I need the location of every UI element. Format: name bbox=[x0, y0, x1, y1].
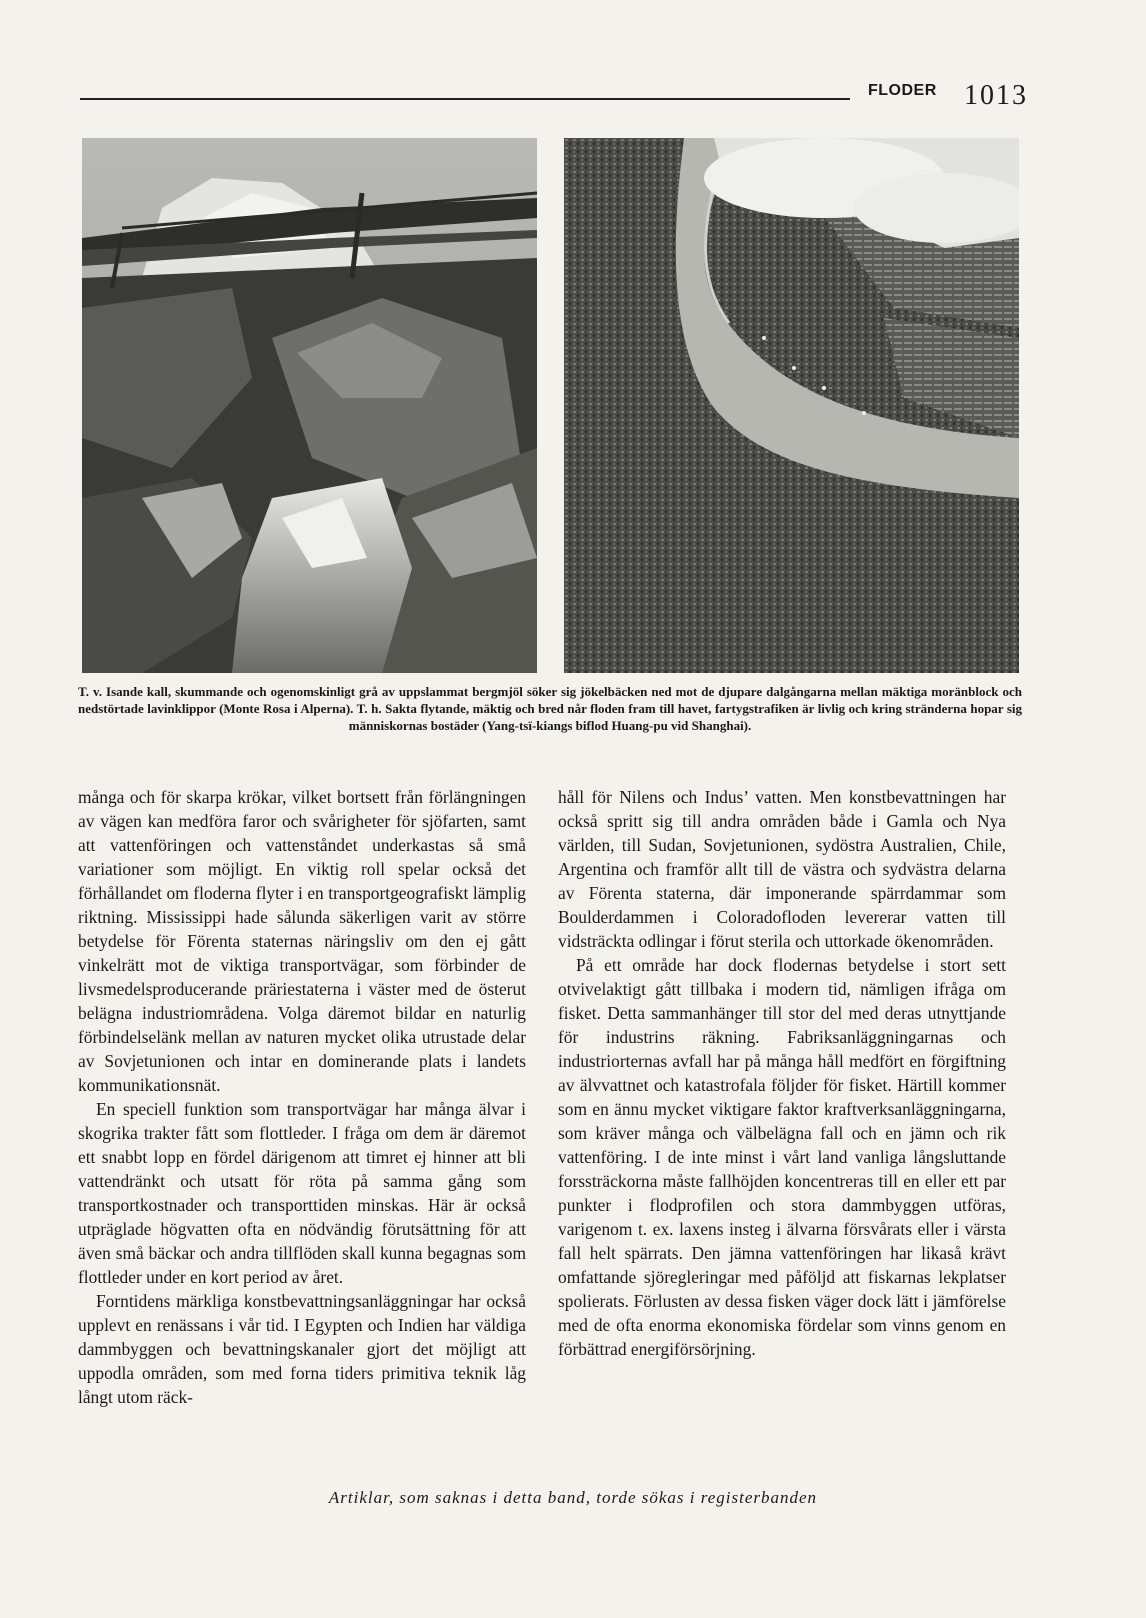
paragraph: många och för skarpa krökar, vilket bortsett från förlängningen av vägen kan medföra faror och svårigheter för sjöfarten, samt att vattenföringen och vattenståndet underkastas så små variationer som möjligt. En viktig roll spelar också det förhållandet om floderna flyter i en transportgeografiskt lämplig riktning. Mississippi hade sålunda säkerligen varit av större betydelse för Förenta staternas näringsliv om den ej gått vinkelrätt mot de viktiga transportvägar, som förbinder de livsmedelsproducerande präriestaterna i väster med de österut belägna industriområdena. Volga däremot bildar en naturlig förbindelselänk mellan av naturen mycket olika utrustade delar av Sovjetunionen och intar en dominerande plats i landets kommunikationsnät. bbox=[78, 787, 526, 1095]
photo-glacier-stream bbox=[82, 138, 537, 673]
figure-caption: T. v. Isande kall, skummande och ogenomskinligt grå av uppslammat bergmjöl söker sig jökelbäcken ned mot de djupare dalgångarna mellan mäktiga moränblock och nedstörtade lavinklippor (Monte Rosa i Alperna). T. h. Sakta flytande, mäktig och bred når floden fram till havet, fartygstrafiken är livlig och kring stränderna hopar sig människornas bostäder (Yang-tsï-kiangs biflod Huang-pu vid Shanghai). bbox=[78, 684, 1022, 733]
text-column-right bbox=[558, 785, 1006, 1361]
paragraph: håll för Nilens och Indus’ vatten. Men konstbevattningen har också spritt sig till andra områden både i Gamla och Nya världen, till Sudan, Sovjetunionen, sydöstra Australien, Chile, Argentina och framför allt till de västra och sydvästra delarna av Förenta staterna, där imponerande spärrdammar som Boulderdammen i Coloradofloden levererar vatten till vidsträckta odlingar i förut sterila och uttorkade ökenområden. bbox=[558, 787, 1006, 951]
page-number: 1013 bbox=[964, 80, 1028, 111]
text-column-left bbox=[78, 785, 526, 1409]
running-head: FLODER bbox=[868, 82, 937, 99]
header-rule bbox=[80, 98, 850, 100]
photo-aerial-river-city bbox=[564, 138, 1019, 673]
paragraph: En speciell funktion som transportvägar har många älvar i skogrika trakter fått som flottleder. I fråga om dem är däremot ett snabbt lopp en fördel därigenom att timret ej hinner att bli vattendränkt och utsatt för röta på samma gång som transportkostnader och transporttiden minskas. Här är också utpräglade högvatten ofta en nödvändig förutsättning för att även små bäckar och andra tillflöden skall kunna begagnas som flottleder under en kort period av året. bbox=[78, 1099, 526, 1287]
paragraph: På ett område har dock flodernas betydelse i stort sett otvivelaktigt gått tillbaka i modern tid, nämligen ifråga om fisket. Detta sammanhänger till stor del med deras utnyttjande för industrins räkning. Fabriksanläggningarnas och industriorternas avfall har på många håll medfört en förgiftning av älvvattnet och katastrofala följder för fisket. Härtill kommer som en ännu mycket viktigare faktor kraftverksanläggningarna, som kräver många och välbelägna fall och en jämn och rik vattenföring. I de inte minst i vårt land vanliga långsluttande forssträckorna måste fallhöjden koncentreras till en eller ett par punkter i flodprofilen och stora dammbyggen utföras, varigenom t. ex. laxens insteg i älvarna försvårats eller i värsta fall helt spärrats. Den jämna vattenföringen har likaså krävt omfattande sjöregleringar med påföljd att fiskarnas lekplatser spolierats. Förlusten av dessa fisken väger dock lätt i jämförelse med de ofta enorma ekonomiska fördelar som vinns genom en förbättrad energiförsörjning. bbox=[558, 955, 1006, 1359]
paragraph: Forntidens märkliga konstbevattningsanläggningar har också upplevt en renässans i vår tid. I Egypten och Indien har väldiga dammbyggen och bevattningskanaler gjort det möjligt att uppodla områden, som med forna tiders primitiva teknik låg långt utom räck- bbox=[78, 1291, 526, 1407]
footer-note: Artiklar, som saknas i detta band, torde sökas i registerbanden bbox=[328, 1488, 818, 1507]
